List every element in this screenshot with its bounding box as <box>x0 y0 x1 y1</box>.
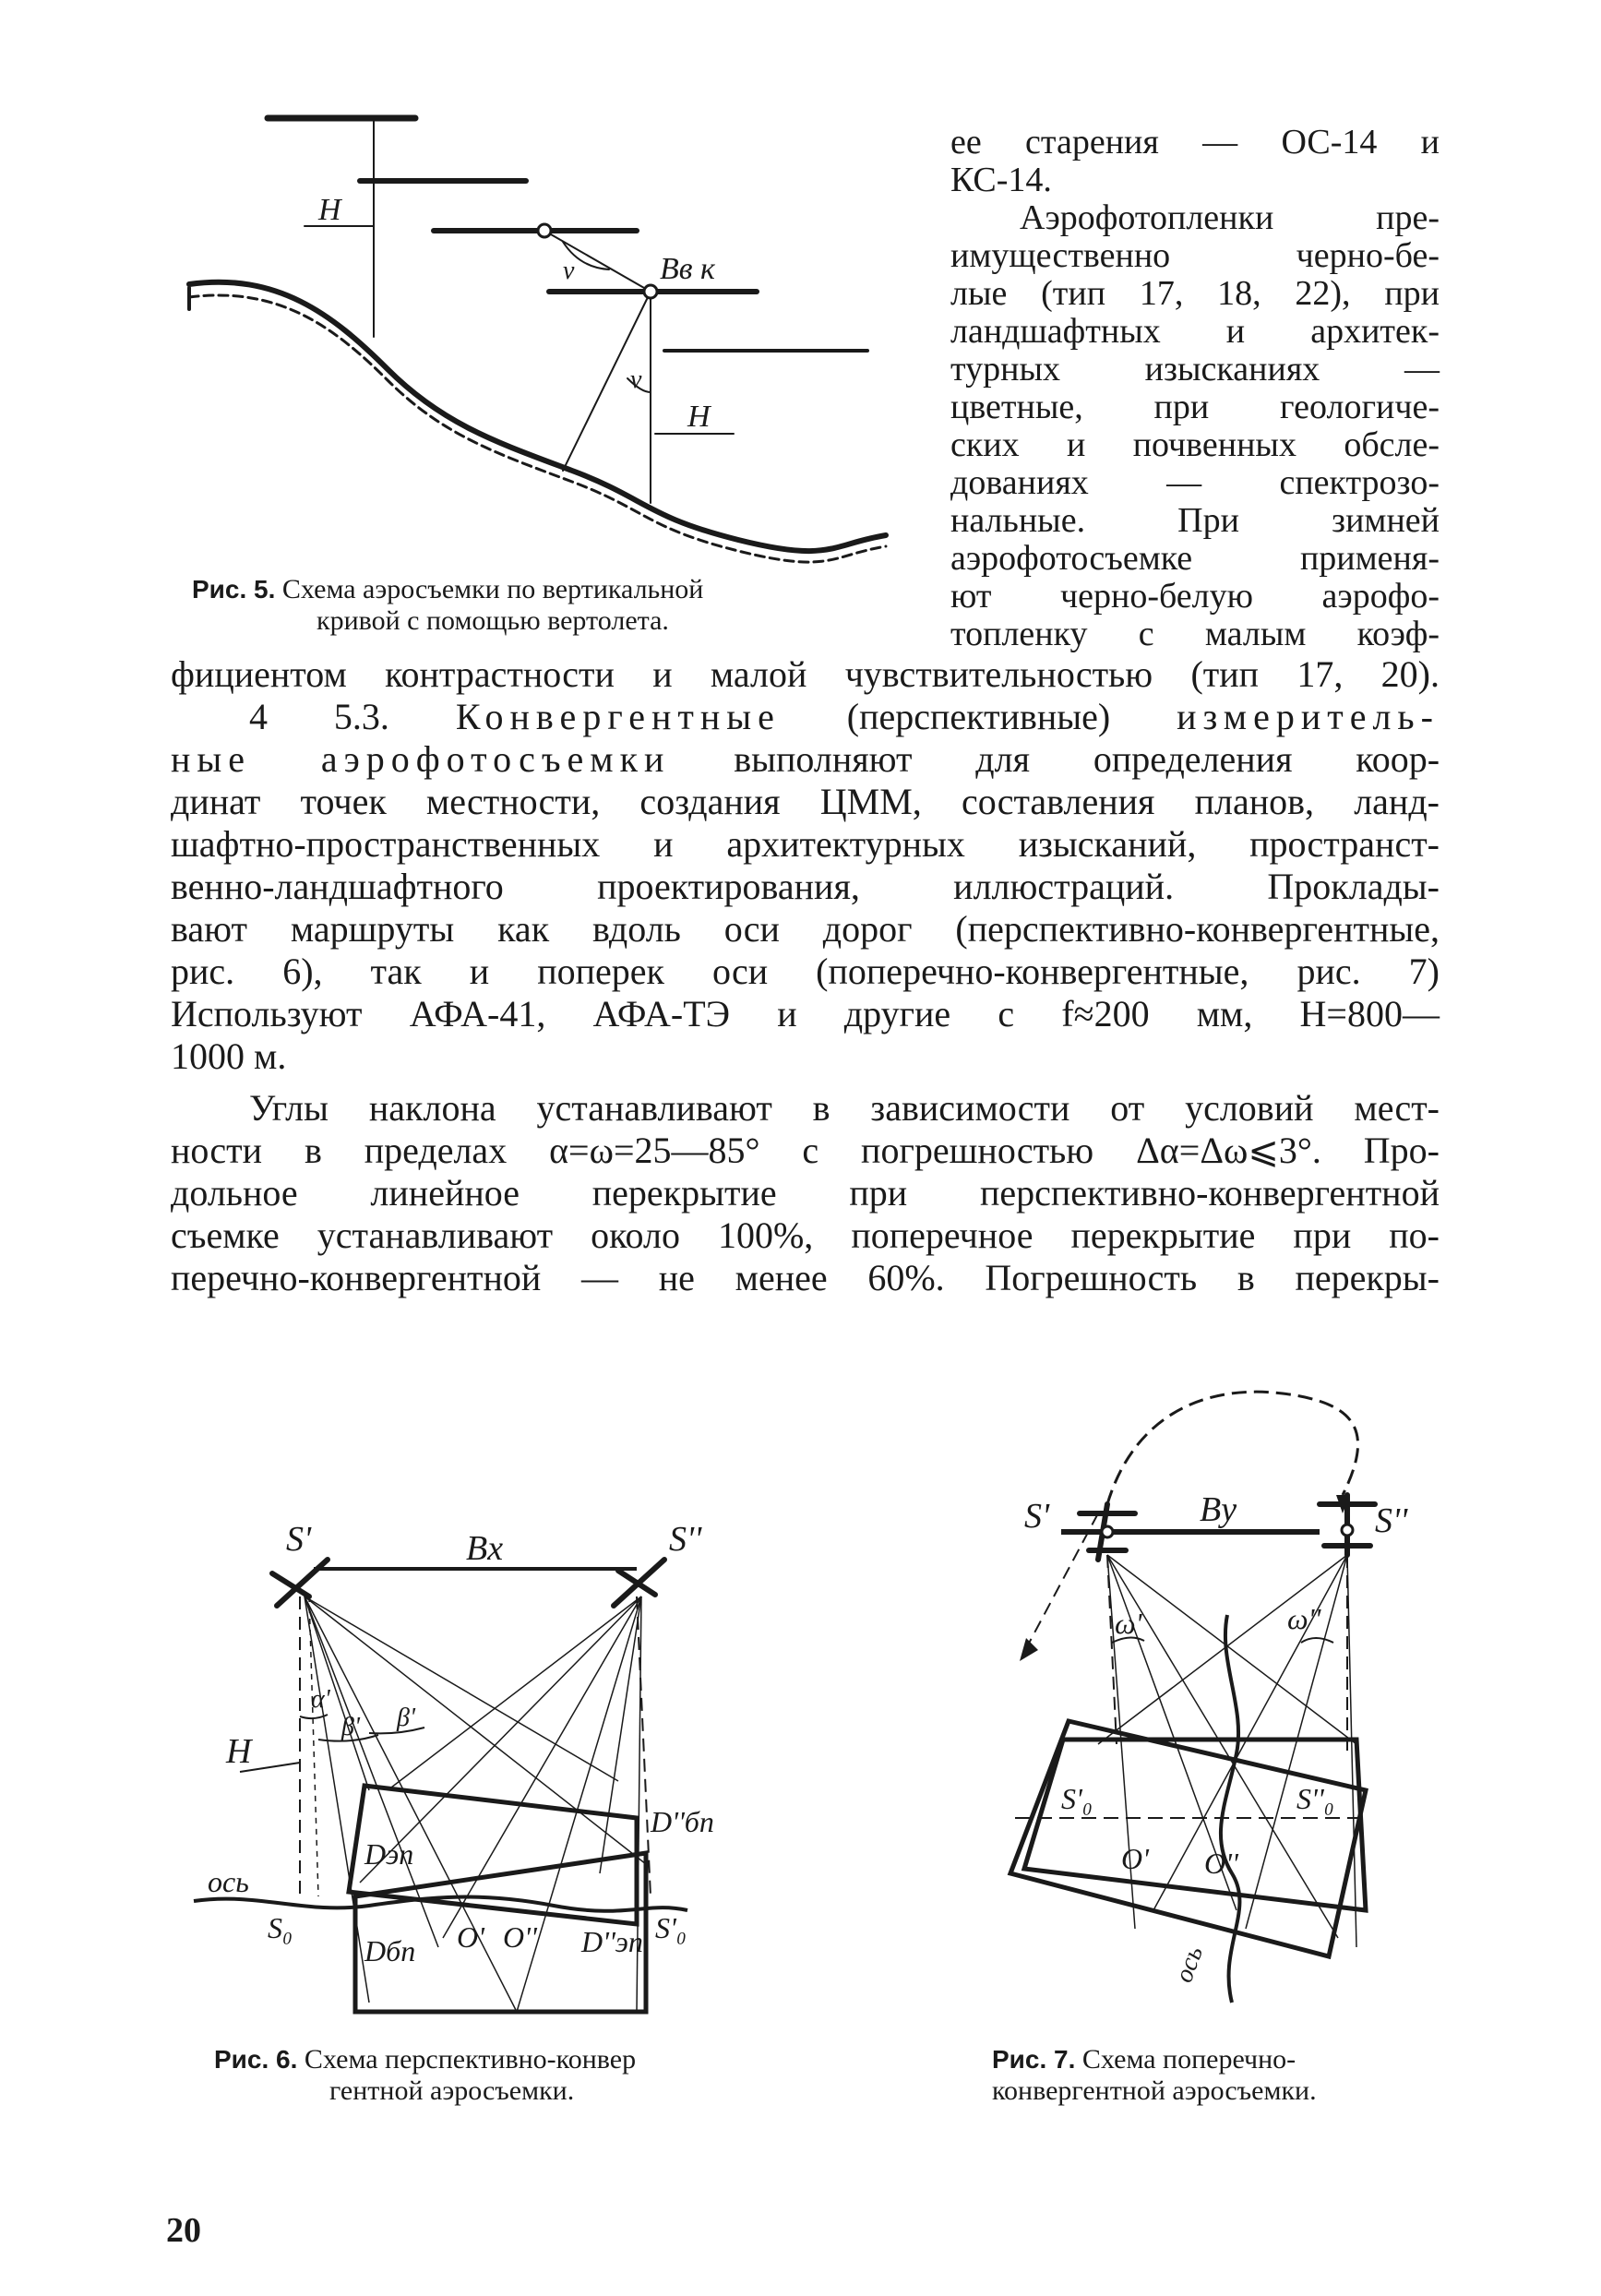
fig6-label-os: ось <box>208 1865 249 1898</box>
fig5-label-H-top: H <box>318 193 341 227</box>
side-line-5: лые (тип 17, 18, 22), при <box>950 274 1440 313</box>
side-line-4: имущественно черно-бе- <box>950 236 1440 275</box>
para2-line-1: Углы наклона устанавливают в зависимости от условий мест- <box>249 1087 1440 1129</box>
fig6-label-S1: S' <box>286 1520 312 1559</box>
fig5-label-v1: ν <box>563 257 575 285</box>
main-line-10: 1000 м. <box>171 1035 287 1077</box>
fig6-label-Bx: Bx <box>466 1529 504 1568</box>
fig6-label-S0: S₀ <box>268 1911 293 1944</box>
fig7-label-w1: ω' <box>1115 1607 1142 1640</box>
figure-7-diagram <box>969 1357 1486 2003</box>
side-line-6: ландшафтных и архитек- <box>950 312 1440 351</box>
main-line-3 <box>171 738 1440 781</box>
fig7-label-O2: O'' <box>1204 1847 1238 1880</box>
figure-6-caption <box>214 2044 805 2107</box>
section-number: 4 5.3. <box>249 696 389 737</box>
para2-line-3: дольное линейное перекрытие при перспективно-конвергентной <box>171 1172 1440 1214</box>
main-paragraph-1 <box>171 653 1440 1078</box>
fig7-label-S0a: S'₀ <box>1061 1782 1093 1815</box>
fig7-label-O1: O' <box>1121 1842 1149 1875</box>
side-line-3: Аэрофотопленки пре- <box>1020 198 1440 237</box>
side-line-1: ее старения — ОС-14 и <box>950 123 1440 161</box>
main-paragraph-2 <box>171 1087 1440 1299</box>
side-line-12: аэрофотосъемке применя- <box>950 539 1440 578</box>
main-line-9: Используют АФА-41, АФА-ТЭ и другие с f≈200 мм, H=800— <box>171 993 1440 1034</box>
side-line-2: КС-14. <box>950 161 1052 199</box>
figure-5-diagram <box>0 0 923 591</box>
side-line-9: ских и почвенных обсле- <box>950 425 1440 464</box>
fig6-label-beta2: β' <box>397 1704 415 1732</box>
fig6-label-O1: O' <box>457 1920 484 1954</box>
figure-7-caption <box>992 2044 1472 2107</box>
figure-6-diagram <box>0 1458 830 2030</box>
fig7-caption-line1: Схема поперечно- <box>1081 2044 1296 2075</box>
fig7-label-os: ось <box>1169 1942 1209 1987</box>
fig6-label-alpha: α' <box>311 1685 330 1714</box>
main-line-5: шафтно-пространственных и архитектурных изысканий, пространст- <box>171 823 1440 865</box>
main-line-3-rest: выполняют для определения коор- <box>734 738 1440 780</box>
main-line-2 <box>171 696 1440 738</box>
side-line-8: цветные, при геологиче- <box>950 388 1440 426</box>
side-line-7: турных изысканиях — <box>950 350 1440 389</box>
fig6-label-S2: S'' <box>669 1520 702 1559</box>
fig5-caption-line2: кривой с помощью вертолета. <box>317 605 669 636</box>
fig6-label-Dbp2: D''бп <box>651 1805 714 1838</box>
fig6-caption-line2: гентной аэросъемки. <box>329 2075 575 2106</box>
fig5-caption-line1: Схема аэросъемки по вертикальной <box>281 574 704 604</box>
para2-line-2: ности в пределах α=ω=25—85° с погрешностью Δα=Δω⩽3°. Про- <box>171 1130 1440 1171</box>
fig6-caption-label: Рис. 6. <box>214 2045 298 2074</box>
section-title-a: Конвергентные <box>455 696 781 737</box>
fig7-label-w2: ω'' <box>1287 1602 1321 1635</box>
fig7-label-By: By <box>1200 1490 1237 1529</box>
fig6-label-H: H <box>226 1732 252 1771</box>
fig7-caption-line2: конвергентной аэросъемки. <box>992 2075 1317 2106</box>
side-line-14: топленку с малым коэф- <box>950 615 1440 653</box>
fig6-label-Dbp: Dбп <box>364 1934 416 1967</box>
side-line-10: дованиях — спектрозо- <box>950 463 1440 502</box>
main-line-7: вают маршруты как вдоль оси дорог (перспективно-конвергентные, <box>171 908 1440 950</box>
section-title-c: измеритель- <box>1177 696 1440 737</box>
fig7-label-S1: S' <box>1024 1497 1050 1536</box>
fig6-label-Dep: Dэп <box>364 1837 414 1871</box>
page-number: 20 <box>166 2211 201 2250</box>
main-line-4: динат точек местности, создания ЦММ, составления планов, ланд- <box>171 781 1440 822</box>
main-line-6: венно-ландшафтного проектирования, иллюстраций. Проклады- <box>171 866 1440 907</box>
fig5-label-Bvk: Bв к <box>660 252 715 286</box>
fig7-caption-label: Рис. 7. <box>992 2045 1076 2074</box>
side-line-13: ют черно-белую аэрофо- <box>950 577 1440 616</box>
para2-line-5: перечно-конвергентной — не менее 60%. Погрешность в перекры- <box>171 1257 1440 1298</box>
fig6-label-Dep2: D''эп <box>581 1925 643 1958</box>
section-title-d: ные аэрофотосъемки <box>171 738 671 780</box>
main-line-8: рис. 6), так и поперек оси (поперечно-конвергентные, рис. 7) <box>171 951 1440 992</box>
fig5-caption-label: Рис. 5. <box>192 575 276 604</box>
para2-line-4: съемке устанавливают около 100%, поперечное перекрытие при по- <box>171 1214 1440 1256</box>
fig5-label-v2: ν <box>630 365 642 394</box>
fig6-caption-line1: Схема перспективно-конвер <box>304 2044 637 2075</box>
section-title-b: (перспективные) <box>846 696 1111 737</box>
fig6-label-O2: O'' <box>503 1920 537 1954</box>
side-line-11: нальные. При зимней <box>950 501 1440 540</box>
fig5-label-H-bottom: H <box>687 400 711 434</box>
figure-5-caption <box>192 574 893 637</box>
fig6-label-S0b: S'₀ <box>655 1911 687 1944</box>
main-line-1: фициентом контрастности и малой чувствительностью (тип 17, 20). <box>171 653 1440 695</box>
fig6-label-beta1: β' <box>341 1713 360 1741</box>
fig7-label-S2: S'' <box>1375 1501 1408 1540</box>
fig7-label-S0b: S''₀ <box>1296 1782 1334 1815</box>
